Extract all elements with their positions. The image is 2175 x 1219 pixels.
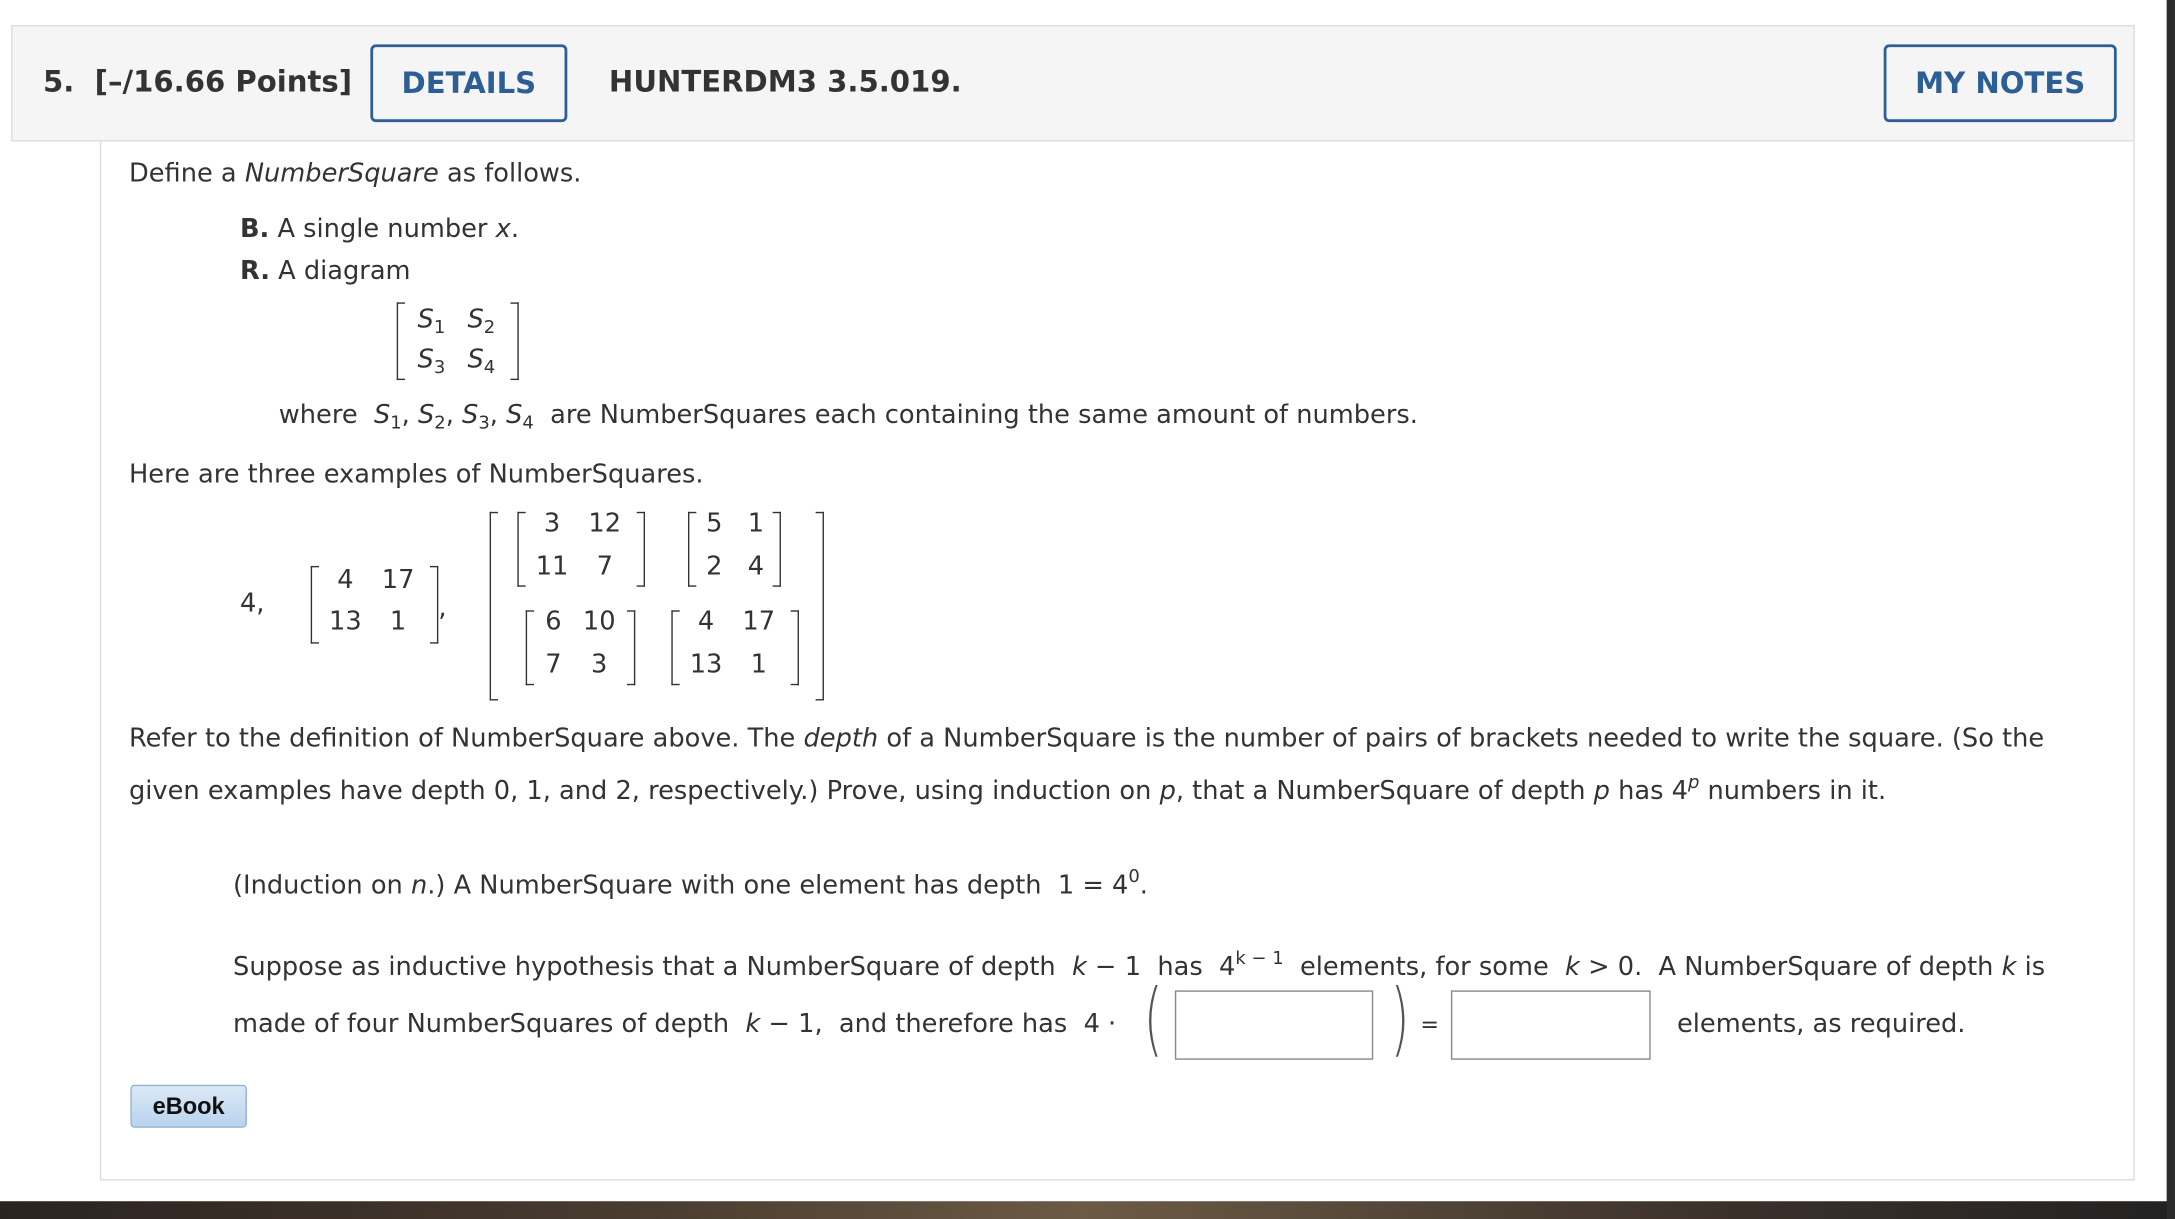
matrix-cell: 3 xyxy=(591,650,608,680)
matrix-cell: 17 xyxy=(381,565,415,596)
proof-step-2: made of four NumberSquares of depth k − 1, and therefore has 4 · xyxy=(233,1009,1117,1039)
diagram-s3: $S_3$ xyxy=(417,345,446,379)
matrix-cell: 1 xyxy=(389,607,407,637)
diagram-matrix xyxy=(397,302,519,380)
matrix-cell: 13 xyxy=(329,607,362,637)
matrix-cell: 1 xyxy=(747,509,765,539)
left-paren: ( xyxy=(1143,970,1163,1066)
proof-base: (Induction on n.) A NumberSquare with one element has depth $1 = 4^0$. xyxy=(233,866,1148,901)
base-case: B. A single number x. xyxy=(239,215,519,245)
matrix-cell: 10 xyxy=(582,607,616,637)
comma: , xyxy=(438,593,447,623)
matrix-cell: 11 xyxy=(535,552,569,582)
matrix-cell: 1 xyxy=(750,650,767,680)
matrix-cell: 3 xyxy=(543,509,561,539)
example-depth-2 xyxy=(490,509,824,701)
desktop-background xyxy=(0,1201,2175,1219)
matrix-cell: 2 xyxy=(706,552,723,582)
examples-intro: Here are three examples of NumberSquares. xyxy=(129,460,704,490)
question-points xyxy=(43,65,352,98)
diagram-s4: $S_4$ xyxy=(467,345,496,379)
where-text: where $S_1$, $S_2$, $S_3$, $S_4$ are NumberSquares each containing the same amount of numbers. xyxy=(278,400,1418,435)
matrix-cell: 12 xyxy=(588,509,622,539)
matrix-cell: 7 xyxy=(596,552,613,582)
problem-line-1: Refer to the definition of NumberSquare above. The depth of a NumberSquare is the number of pairs of brackets needed to write the square. (So the xyxy=(129,724,2045,754)
submatrix xyxy=(688,509,781,587)
submatrix xyxy=(526,607,636,685)
matrix-cell: 5 xyxy=(706,509,723,539)
matrix-cell: 4 xyxy=(337,565,354,596)
proof-step-2-end: elements, as required. xyxy=(1677,1009,1966,1039)
matrix-cell: 4 xyxy=(697,607,715,637)
my-notes-button[interactable]: MY NOTES xyxy=(1884,44,2117,122)
diagram-s2: $S_2$ xyxy=(467,305,496,339)
definition-intro: Define a NumberSquare as follows. xyxy=(129,159,582,189)
question-header xyxy=(11,25,2135,142)
matrix-cell: 7 xyxy=(545,650,562,680)
details-button[interactable]: DETAILS xyxy=(370,44,567,122)
answer-input-2[interactable] xyxy=(1451,990,1651,1059)
right-paren: ) xyxy=(1390,970,1410,1066)
recursive-case: R. A diagram xyxy=(239,256,411,286)
equals-sign: = xyxy=(1420,1011,1439,1038)
matrix-cell: 13 xyxy=(689,650,723,680)
proof-step-1: Suppose as inductive hypothesis that a NumberSquare of depth k − 1 has $4^{k - 1}$ elements, for some k > 0. A NumberSquare of depth k is xyxy=(233,948,2046,983)
points-label: [–/16.66 Points] xyxy=(94,65,353,99)
question-number: 5. xyxy=(43,65,75,99)
question-code: HUNTERDM3 3.5.019. xyxy=(608,65,962,99)
example-depth-0: 4, xyxy=(239,589,265,619)
window-edge xyxy=(2167,0,2175,1219)
diagram-s1: $S_1$ xyxy=(417,305,446,339)
example-depth-1 xyxy=(311,566,439,644)
submatrix xyxy=(671,607,799,685)
submatrix xyxy=(517,509,645,587)
ebook-button[interactable]: eBook xyxy=(130,1085,247,1128)
matrix-cell: 17 xyxy=(742,607,776,637)
problem-line-2: given examples have depth 0, 1, and 2, respectively.) Prove, using induction on p, that a NumberSquare of depth p has 4$^p$ numbers in it. xyxy=(129,772,1887,806)
matrix-cell: 4 xyxy=(747,552,765,582)
matrix-cell: 6 xyxy=(545,607,562,637)
answer-input-1[interactable] xyxy=(1175,990,1373,1059)
